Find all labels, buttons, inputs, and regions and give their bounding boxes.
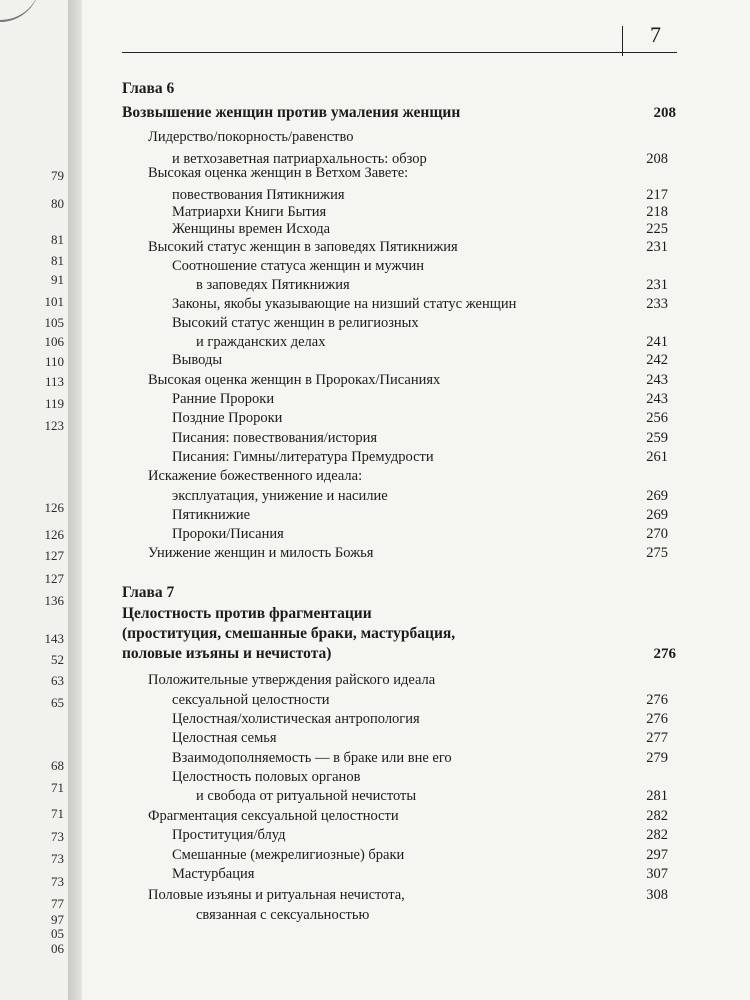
toc-page: 233 — [646, 296, 668, 312]
left-page-edge — [0, 0, 70, 1000]
left-page-number: 79 — [51, 168, 64, 183]
toc-entry: и ветхозаветная патриархальность: обзор — [172, 151, 427, 167]
left-page-number: 63 — [51, 673, 64, 688]
left-page-number: 73 — [51, 874, 64, 889]
toc-entry: Целостная семья — [172, 730, 277, 746]
left-page-number: 113 — [44, 374, 64, 389]
toc-entry: в заповедях Пятикнижия — [196, 277, 350, 293]
toc-page: 269 — [646, 488, 668, 504]
toc-entry: Половые изъяны и ритуальная нечистота, — [148, 887, 405, 903]
toc-entry: Поздние Пророки — [172, 410, 283, 426]
toc-entry: эксплуатация, унижение и насилие — [172, 488, 388, 504]
toc-page: 217 — [646, 187, 668, 203]
toc-page: 243 — [646, 372, 668, 388]
toc-page: 241 — [646, 334, 668, 350]
toc-entry: Положительные утверждения райского идеала — [148, 672, 436, 688]
chapter-7-page: 276 — [653, 646, 676, 662]
toc-entry: Смешанные (межрелигиозные) браки — [172, 847, 405, 863]
chapter-7-title: (проституция, смешанные браки, мастурбация, — [122, 625, 456, 642]
toc-entry: Высокий статус женщин в религиозных — [172, 315, 419, 331]
left-page-number: 73 — [51, 829, 64, 844]
chapter-7-title: Целостность против фрагментации — [122, 605, 372, 622]
left-page-number: 143 — [44, 631, 64, 646]
toc-page: 261 — [646, 449, 668, 465]
toc-entry: Выводы — [172, 352, 223, 368]
toc-page: 231 — [646, 239, 668, 255]
left-page-number: 127 — [44, 548, 64, 563]
toc-entry: Проституция/блуд — [172, 827, 286, 843]
toc-page: 281 — [646, 788, 668, 804]
left-page-number: 81 — [51, 232, 64, 247]
chapter-7-title: половые изъяны и нечистота) — [122, 645, 332, 662]
left-page-number: 52 — [51, 652, 64, 667]
toc-page: 276 — [646, 692, 668, 708]
left-page-number: 126 — [44, 500, 64, 515]
toc-entry: Взаимодополняемость — в браке или вне его — [172, 750, 452, 766]
toc-page: 269 — [646, 507, 668, 523]
header-rule — [122, 52, 677, 53]
toc-entry: Пятикнижие — [172, 507, 251, 523]
left-page-number: 77 — [51, 896, 64, 911]
toc-entry: и гражданских делах — [196, 334, 326, 350]
toc-page: 308 — [646, 887, 668, 903]
left-page-number: 81 — [51, 253, 64, 268]
toc-page: 208 — [646, 151, 668, 167]
left-page-number: 123 — [44, 418, 64, 433]
toc-entry: Целостность половых органов — [172, 769, 361, 785]
toc-page: 225 — [646, 221, 668, 237]
left-page-number: 110 — [44, 354, 64, 369]
toc-entry: Соотношение статуса женщин и мужчин — [172, 258, 425, 274]
toc-entry: Унижение женщин и милость Божья — [148, 545, 374, 561]
toc-page: 282 — [646, 808, 668, 824]
toc-entry: Высокий статус женщин в заповедях Пятикнижия — [148, 239, 458, 255]
toc-page: 231 — [646, 277, 668, 293]
left-page-number: 136 — [44, 593, 64, 608]
toc-page: 270 — [646, 526, 668, 542]
toc-entry: Матриархи Книги Бытия — [172, 204, 327, 220]
toc-page: 307 — [646, 866, 668, 882]
left-page-number: 05 — [51, 926, 64, 941]
toc-page: 259 — [646, 430, 668, 446]
toc-entry: Пророки/Писания — [172, 526, 284, 542]
toc-entry: Искажение божественного идеала: — [148, 468, 363, 484]
left-page-number: 97 — [51, 912, 64, 927]
toc-entry: Писания: повествования/история — [172, 430, 378, 446]
chapter-6-label: Глава 6 — [122, 80, 175, 97]
toc-entry: Ранние Пророки — [172, 391, 275, 407]
chapter-7-label: Глава 7 — [122, 584, 175, 601]
left-page-number: 65 — [51, 695, 64, 710]
toc-entry: Законы, якобы указывающие на низший статус женщин — [172, 296, 517, 312]
toc-entry: и свобода от ритуальной нечистоты — [196, 788, 417, 804]
toc-page: 279 — [646, 750, 668, 766]
left-page-number: 126 — [44, 527, 64, 542]
decorative-curve — [0, 0, 40, 22]
toc-page: 243 — [646, 391, 668, 407]
toc-entry: сексуальной целостности — [172, 692, 330, 708]
toc-entry: Лидерство/покорность/равенство — [148, 129, 354, 145]
chapter-6-title: Возвышение женщин против умаления женщин — [122, 104, 461, 121]
left-page-number: 91 — [51, 272, 64, 287]
toc-entry: Высокая оценка женщин в Пророках/Писаниях — [148, 372, 441, 388]
left-page-number: 127 — [44, 571, 64, 586]
toc-page: 282 — [646, 827, 668, 843]
left-page-number: 101 — [44, 294, 64, 309]
toc-entry: Писания: Гимны/литература Премудрости — [172, 449, 434, 465]
toc-entry: Мастурбация — [172, 866, 255, 882]
left-page-number: 68 — [51, 758, 64, 773]
toc-page: 256 — [646, 410, 668, 426]
left-page-number: 71 — [51, 780, 64, 795]
left-page-number: 06 — [51, 941, 64, 956]
toc-entry: Целостная/холистическая антропология — [172, 711, 420, 727]
toc-page: 218 — [646, 204, 668, 220]
left-page-number: 119 — [44, 396, 64, 411]
header-divider — [622, 26, 623, 56]
chapter-6-page: 208 — [653, 105, 676, 121]
toc-entry: Женщины времен Исхода — [172, 221, 331, 237]
toc-page: 242 — [646, 352, 668, 368]
left-page-number: 106 — [44, 334, 64, 349]
toc-entry: Фрагментация сексуальной целостности — [148, 808, 399, 824]
toc-page: 275 — [646, 545, 668, 561]
left-page-number: 80 — [51, 196, 64, 211]
page-number: 7 — [650, 22, 661, 47]
left-page-number: 71 — [51, 806, 64, 821]
toc-page: 297 — [646, 847, 668, 863]
toc-page: 276 — [646, 711, 668, 727]
toc-page: 277 — [646, 730, 668, 746]
left-page-number: 105 — [44, 315, 64, 330]
toc-entry: Высокая оценка женщин в Ветхом Завете: — [148, 165, 409, 181]
toc-entry: связанная с сексуальностью — [196, 907, 370, 923]
left-page-number: 73 — [51, 851, 64, 866]
toc-entry: повествования Пятикнижия — [172, 187, 345, 203]
